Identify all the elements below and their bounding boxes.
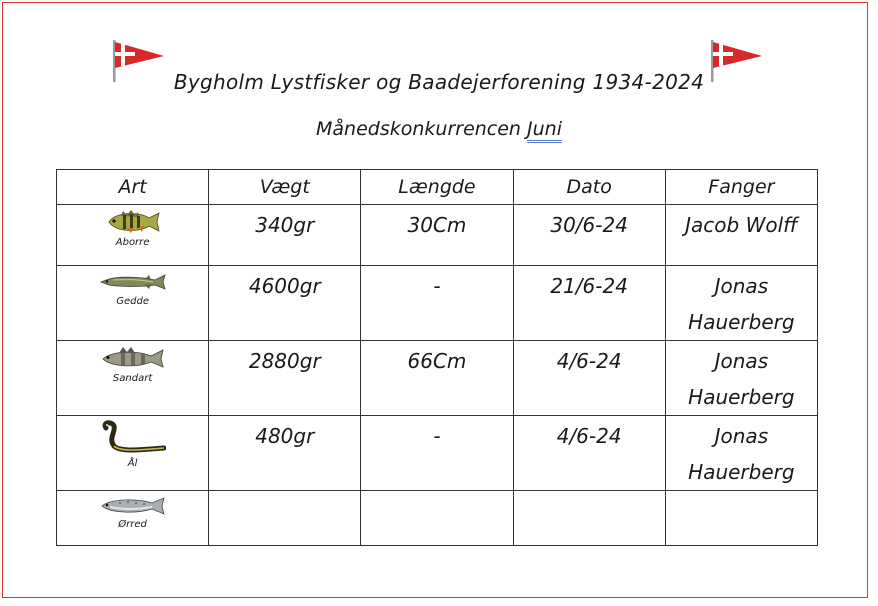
perch-icon <box>105 209 161 235</box>
table-row <box>57 491 818 546</box>
species-cell <box>57 491 209 546</box>
subtitle-prefix: Månedskonkurrencen <box>316 118 521 140</box>
table-row <box>57 266 818 341</box>
species-cell <box>57 341 209 416</box>
species-name: Sandart <box>112 373 153 384</box>
weight-cell: 4600gr <box>209 266 361 341</box>
column-header-catcher: Fanger <box>665 170 817 205</box>
species-name: Ørred <box>118 519 147 530</box>
zander-icon <box>101 345 165 371</box>
length-cell: - <box>361 416 513 491</box>
page-subtitle <box>0 118 878 140</box>
species-cell <box>57 416 209 491</box>
date-cell: 30/6-24 <box>513 205 665 266</box>
column-header-date: Dato <box>513 170 665 205</box>
date-cell: 4/6-24 <box>513 341 665 416</box>
weight-cell <box>209 491 361 546</box>
length-cell <box>361 491 513 546</box>
pike-icon <box>99 270 167 294</box>
weight-cell: 480gr <box>209 416 361 491</box>
catcher-cell: Jacob Wolff <box>665 205 817 266</box>
table-header-row <box>57 170 818 205</box>
subtitle-month: Juni <box>527 118 562 143</box>
table-row <box>57 205 818 266</box>
catcher-cell: Jonas Hauerberg <box>665 266 817 341</box>
species-name: Gedde <box>116 296 149 307</box>
species-name: Aborre <box>115 237 150 248</box>
date-cell: 21/6-24 <box>513 266 665 341</box>
column-header-weight: Vægt <box>209 170 361 205</box>
eel-icon <box>100 420 166 456</box>
trout-icon <box>100 495 166 517</box>
table-row <box>57 341 818 416</box>
catcher-cell: Jonas Hauerberg <box>665 416 817 491</box>
column-header-length: Længde <box>361 170 513 205</box>
species-cell <box>57 266 209 341</box>
table-row <box>57 416 818 491</box>
page-title: Bygholm Lystfisker og Baadejerforening 1934-2024 <box>173 70 705 94</box>
column-header-species: Art <box>57 170 209 205</box>
length-cell: 30Cm <box>361 205 513 266</box>
catcher-cell <box>665 491 817 546</box>
catcher-cell: Jonas Hauerberg <box>665 341 817 416</box>
length-cell: 66Cm <box>361 341 513 416</box>
weight-cell: 340gr <box>209 205 361 266</box>
weight-cell: 2880gr <box>209 341 361 416</box>
competition-table <box>56 169 818 546</box>
species-cell <box>57 205 209 266</box>
date-cell <box>513 491 665 546</box>
species-name: Ål <box>127 458 138 469</box>
length-cell: - <box>361 266 513 341</box>
date-cell: 4/6-24 <box>513 416 665 491</box>
